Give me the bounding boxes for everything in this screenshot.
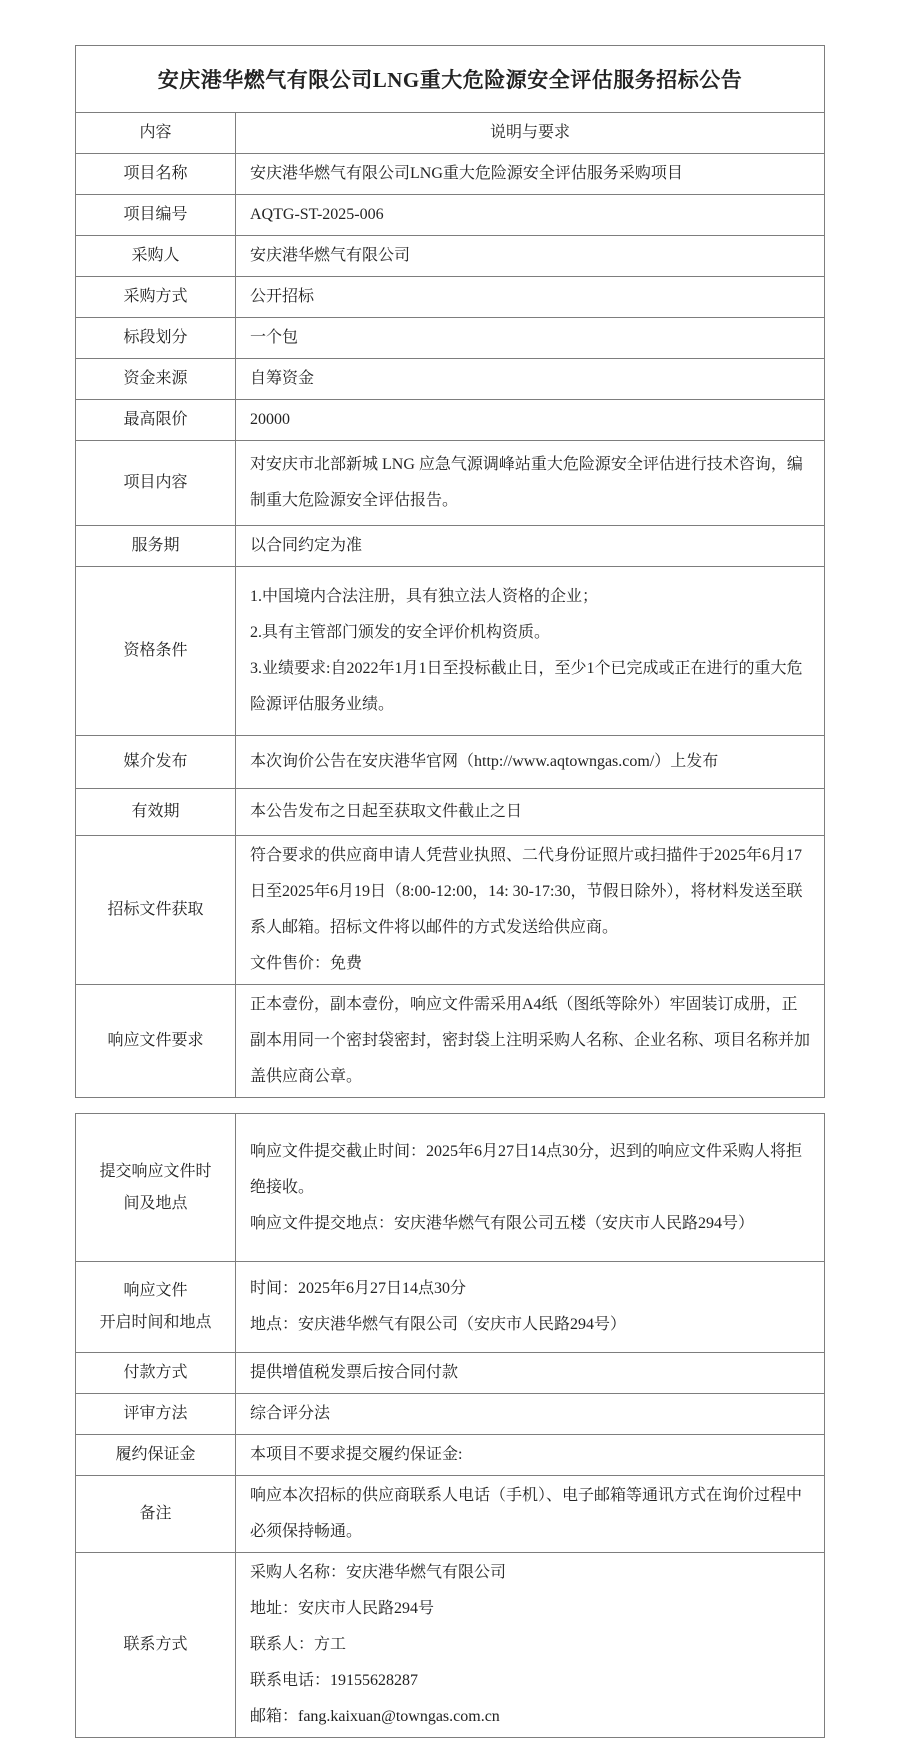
row-lot-division [76,317,824,358]
row-value-cell [236,1553,824,1737]
cell-text: 时间：2025年6月27日14点30分 [250,1280,467,1297]
cell-text: 3.业绩要求:自2022年1月1日至投标截止日，至少1个已完成或正在进行的重大危险源评估服务业绩。 [250,660,803,713]
row-label-line: 间及地点 [123,1194,188,1212]
cell-text: 综合评分法 [250,1405,331,1422]
row-value-cell [236,195,824,235]
row-label: 备注 [76,1476,236,1552]
row-label: 采购人 [76,236,236,276]
cell-text: 响应文件提交截止时间：2025年6月27日14点30分，迟到的响应文件采购人将拒绝接收。 [250,1142,803,1196]
row-value-cell [236,1476,824,1552]
submission-table [75,1113,825,1738]
cell-text: 采购人名称：安庆港华燃气有限公司 [250,1564,507,1581]
row-value-cell [236,441,824,525]
row-value-cell [236,318,824,358]
row-label: 联系方式 [76,1553,236,1737]
row-label: 资金来源 [76,359,236,399]
column-header-requirements [236,113,824,153]
row-label: 项目内容 [76,441,236,525]
row-label-line: 提交响应文件时 [99,1162,212,1180]
row-value-cell [236,985,824,1097]
cell-text: 正本壹份，副本壹份，响应文件需采用A4纸（图纸等除外）牢固装订成册，正副本用同一个密封袋密封，密封袋上注明采购人名称、企业名称、项目名称并加盖供应商公章。 [250,996,811,1085]
row-evaluation-method [76,1393,824,1434]
row-value-cell [236,526,824,566]
row-value-cell [236,836,824,984]
cell-text: 安庆港华燃气有限公司LNG重大危险源安全评估服务采购项目 [250,165,683,182]
row-label: 标段划分 [76,318,236,358]
column-header-content: 内容 [76,113,236,153]
row-value-cell [236,1394,824,1434]
row-submission-time-place [76,1114,824,1261]
row-label: 招标文件获取 [76,836,236,984]
cell-text: 响应文件提交地点：安庆港华燃气有限公司五楼（安庆市人民路294号） [250,1214,755,1232]
row-value-cell [236,1353,824,1393]
cell-text: 以合同约定为准 [250,537,363,554]
row-value-cell [236,400,824,440]
cell-text: 说明与要求 [489,124,570,141]
row-label: 服务期 [76,526,236,566]
row-performance-bond [76,1434,824,1475]
page-title: 安庆港华燃气有限公司LNG重大危险源安全评估服务招标公告 [157,68,743,92]
row-contact-info [76,1552,824,1737]
cell-text: 本次询价公告在安庆港华官网（http://www.aqtowngas.com/）上发布 [250,753,719,770]
row-purchaser [76,235,824,276]
row-media-publication [76,735,824,788]
cell-text: 联系电话：19155628287 [250,1672,419,1689]
row-label [76,1114,236,1261]
row-label: 项目编号 [76,195,236,235]
row-value-cell [236,1435,824,1475]
cell-text: 对安庆市北部新城 LNG 应急气源调峰站重大危险源安全评估进行技术咨询，编制重大危险源安全评估报告。 [250,456,803,509]
cell-text: 一个包 [250,329,299,346]
row-label: 采购方式 [76,277,236,317]
row-label [76,1262,236,1352]
row-label-line: 响应文件 [123,1282,188,1299]
row-value-cell [236,1114,824,1261]
row-qualification-requirements [76,566,824,735]
cell-text: 响应本次招标的供应商联系人电话（手机）、电子邮箱等通讯方式在询价过程中必须保持畅通。 [250,1487,803,1540]
row-procurement-method [76,276,824,317]
row-value-cell [236,736,824,788]
row-project-name [76,153,824,194]
announcement-table [75,45,825,1098]
row-label: 履约保证金 [76,1435,236,1475]
cell-text: 1.中国境内合法注册，具有独立法人资格的企业； [250,588,599,605]
row-value-cell [236,154,824,194]
row-label: 有效期 [76,789,236,835]
row-funding-source [76,358,824,399]
row-value-cell [236,789,824,835]
title-row [76,46,824,112]
cell-text: 提供增值税发票后按合同付款 [250,1364,459,1381]
row-project-content [76,440,824,525]
row-price-ceiling [76,399,824,440]
cell-text: 2.具有主管部门颁发的安全评价机构资质。 [250,624,551,641]
cell-text: 本项目不要求提交履约保证金: [250,1446,463,1463]
row-value-cell [236,1262,824,1352]
cell-text: 地点：安庆港华燃气有限公司（安庆市人民路294号） [250,1316,627,1333]
row-response-document-requirements [76,984,824,1097]
row-label: 最高限价 [76,400,236,440]
cell-text: 联系人：方工 [250,1636,347,1653]
cell-text: 地址：安庆市人民路294号 [250,1600,435,1617]
row-value-cell [236,277,824,317]
row-remarks [76,1475,824,1552]
row-project-number [76,194,824,235]
row-service-period [76,525,824,566]
row-validity-period [76,788,824,835]
cell-text: 符合要求的供应商申请人凭营业执照、二代身份证照片或扫描件于2025年6月17日至2025年6月19日（8:00-12:00，14: 30-17:30，节假日除外），将材料发送至联系人邮箱。招标文件将以邮件的方式发送给供应商。 [250,847,803,936]
cell-text: 文件售价：免费 [250,955,363,972]
row-payment-method [76,1352,824,1393]
cell-text: 邮箱：fang.kaixuan@towngas.com.cn [250,1708,500,1725]
row-value-cell [236,567,824,735]
cell-text: 本公告发布之日起至获取文件截止之日 [250,803,523,820]
row-label: 项目名称 [76,154,236,194]
row-value-cell [236,236,824,276]
document-page [0,45,900,1727]
row-value-cell [236,359,824,399]
cell-text: 20000 [250,411,290,428]
cell-text: 自筹资金 [250,370,315,387]
row-document-acquisition [76,835,824,984]
row-label: 评审方法 [76,1394,236,1434]
row-label: 付款方式 [76,1353,236,1393]
cell-text: 公开招标 [250,288,315,305]
row-label-line: 开启时间和地点 [99,1314,212,1331]
row-label: 媒介发布 [76,736,236,788]
cell-text: AQTG-ST-2025-006 [250,206,384,223]
cell-text: 安庆港华燃气有限公司 [250,247,411,264]
row-opening-time-place [76,1261,824,1352]
row-label: 响应文件要求 [76,985,236,1097]
header-row [76,112,824,153]
row-label: 资格条件 [76,567,236,735]
